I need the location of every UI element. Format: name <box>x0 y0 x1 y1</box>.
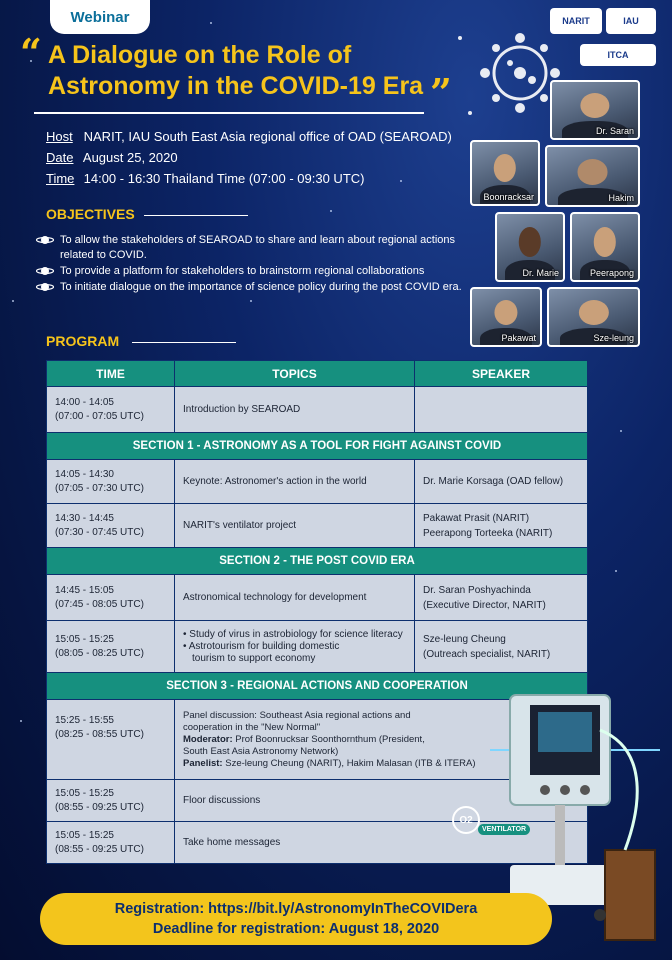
program-divider <box>132 342 236 343</box>
date-label: Date <box>46 150 74 165</box>
time-cell <box>47 575 175 621</box>
time-local: 15:25 - 15:55 <box>55 715 114 726</box>
topic-cell <box>175 621 415 673</box>
time-cell <box>47 387 175 433</box>
objective-text: To provide a platform for stakeholders to brainstorm regional collaborations <box>60 265 425 277</box>
host-line <box>46 126 452 147</box>
table-header-row <box>47 361 588 387</box>
speaker-photo <box>470 287 542 347</box>
section-title: SECTION 2 - THE POST COVID ERA <box>47 548 588 575</box>
col-header-speaker: SPEAKER <box>415 361 588 387</box>
topic-cell: Floor discussions <box>175 780 588 822</box>
planet-icon <box>36 265 54 277</box>
planet-icon <box>36 281 54 293</box>
time-cell <box>47 504 175 548</box>
host-label: Host <box>46 129 73 144</box>
program-heading: PROGRAM <box>46 333 120 349</box>
time-cell <box>47 822 175 864</box>
objectives-heading: OBJECTIVES <box>46 206 135 222</box>
registration-link[interactable]: Registration: https://bit.ly/AstronomyInTheCOVIDera <box>114 901 478 917</box>
speaker-line: Pakawat Prasit (NARIT) <box>423 512 530 524</box>
section-row <box>47 433 588 460</box>
planet-icon <box>36 234 54 246</box>
webinar-badge: Webinar <box>50 0 150 34</box>
time-local: 15:05 - 15:25 <box>55 633 114 645</box>
table-row <box>47 387 588 433</box>
speaker-cell <box>415 575 588 621</box>
date-line <box>46 147 452 168</box>
section-row <box>47 548 588 575</box>
moderator-value: Prof Boonrucksar Soonthornthum (President, <box>232 733 425 745</box>
time-line <box>46 168 452 189</box>
speaker-line: Dr. Saran Poshyachinda <box>423 584 531 596</box>
topic-cell: Introduction by SEAROAD <box>175 387 415 433</box>
speaker-name: Peerapong <box>589 268 634 278</box>
partner-logos <box>550 8 660 70</box>
host-value: NARIT, IAU South East Asia regional office of OAD (SEAROAD) <box>83 129 452 144</box>
time-local: 14:30 - 14:45 <box>55 512 114 524</box>
speaker-name: Boonracksar <box>483 192 534 202</box>
registration-banner <box>40 893 552 945</box>
speaker-name: Pakawat <box>501 333 536 343</box>
objective-item <box>36 280 476 295</box>
section-title: SECTION 1 - ASTRONOMY AS A TOOL FOR FIGHT AGAINST COVID <box>47 433 588 460</box>
time-cell <box>47 780 175 822</box>
col-header-topics: TOPICS <box>175 361 415 387</box>
time-utc: (07:45 - 08:05 UTC) <box>55 598 144 610</box>
time-cell <box>47 621 175 673</box>
speaker-name: Dr. Saran <box>595 126 634 136</box>
narit-logo: NARIT <box>550 8 602 34</box>
date-value: August 25, 2020 <box>82 150 178 165</box>
time-local: 14:45 - 15:05 <box>55 584 114 596</box>
registration-deadline: Deadline for registration: August 18, 2020 <box>152 921 440 937</box>
table-row <box>47 504 588 548</box>
close-quote-icon: ” <box>430 70 452 115</box>
iau-logo: IAU <box>606 8 656 34</box>
time-utc: (08:25 - 08:55 UTC) <box>55 729 144 740</box>
o2-badge: O2 <box>452 806 480 834</box>
topic-cell: NARIT's ventilator project <box>175 504 415 548</box>
table-row <box>47 621 588 673</box>
topic-cell: Keynote: Astronomer's action in the world <box>175 460 415 504</box>
time-label: Time <box>46 171 75 186</box>
speaker-line: Peerapong Torteeka (NARIT) <box>423 527 553 539</box>
speaker-photo <box>470 140 540 206</box>
objective-item <box>36 233 476 263</box>
objective-text: To allow the stakeholders of SEAROAD to share and learn about regional actions related to COVID. <box>60 234 456 261</box>
panel-line: cooperation in the "New Normal" <box>183 721 321 733</box>
page-title: A Dialogue on the Role of Astronomy in the COVID-19 Era <box>48 41 424 100</box>
panelist-label: Panelist: <box>183 757 223 769</box>
topic-bullet: • Study of virus in astrobiology for science literacy <box>183 628 403 640</box>
topic-bullet-cont: tourism to support economy <box>192 652 316 664</box>
topic-bullet: • Astrotourism for building domestic <box>183 640 340 652</box>
speaker-cell <box>415 387 588 433</box>
title-divider <box>34 112 424 114</box>
speaker-cell <box>415 460 588 504</box>
itca-logo: ITCA <box>580 44 656 66</box>
speaker-line: Sze-leung Cheung <box>423 633 506 645</box>
speaker-photo <box>547 287 640 347</box>
time-cell <box>47 700 175 780</box>
section-title: SECTION 3 - REGIONAL ACTIONS AND COOPERATION <box>47 673 588 700</box>
speaker-line: (Executive Director, NARIT) <box>423 599 546 611</box>
speaker-cell <box>415 621 588 673</box>
table-row <box>47 575 588 621</box>
speaker-photo <box>545 145 640 207</box>
ventilator-label: VENTILATOR <box>478 824 530 835</box>
speaker-line: Dr. Marie Korsaga (OAD fellow) <box>423 476 564 487</box>
panel-line: Panel discussion: Southeast Asia regional actions and <box>183 709 411 721</box>
time-value: 14:00 - 16:30 Thailand Time (07:00 - 09:30 UTC) <box>83 171 365 186</box>
objectives-divider <box>144 215 248 216</box>
time-local: 15:05 - 15:25 <box>55 829 114 841</box>
event-info <box>46 126 452 189</box>
speaker-name: Sze-leung <box>593 333 634 343</box>
open-quote-icon: “ <box>20 30 42 75</box>
time-utc: (07:05 - 07:30 UTC) <box>55 482 144 494</box>
objective-text: To initiate dialogue on the importance of science policy during the post COVID era. <box>60 281 462 293</box>
time-local: 15:05 - 15:25 <box>55 787 114 799</box>
time-utc: (08:55 - 09:25 UTC) <box>55 843 144 855</box>
table-row <box>47 460 588 504</box>
panelist-value: Sze-leung Cheung (NARIT), Hakim Malasan (ITB & ITERA) <box>222 757 476 769</box>
time-local: 14:00 - 14:05 <box>55 396 114 408</box>
time-utc: (07:00 - 07:05 UTC) <box>55 410 144 422</box>
speaker-photo <box>495 212 565 282</box>
speaker-photo <box>570 212 640 282</box>
speaker-name: Hakim <box>608 193 634 203</box>
speaker-cell <box>415 504 588 548</box>
time-utc: (08:05 - 08:25 UTC) <box>55 647 144 659</box>
speaker-photo <box>550 80 640 140</box>
col-header-time: TIME <box>47 361 175 387</box>
time-local: 14:05 - 14:30 <box>55 468 114 480</box>
objectives-list <box>36 233 476 296</box>
topic-cell: Take home messages <box>175 822 588 864</box>
topic-cell: Astronomical technology for development <box>175 575 415 621</box>
time-utc: (07:30 - 07:45 UTC) <box>55 526 144 538</box>
moderator-label: Moderator: <box>183 733 233 745</box>
moderator-value-cont: South East Asia Astronomy Network) <box>183 745 339 757</box>
time-cell <box>47 460 175 504</box>
speaker-line: (Outreach specialist, NARIT) <box>423 648 551 660</box>
objective-item <box>36 264 476 279</box>
time-utc: (08:55 - 09:25 UTC) <box>55 801 144 813</box>
speaker-name: Dr. Marie <box>522 268 559 278</box>
